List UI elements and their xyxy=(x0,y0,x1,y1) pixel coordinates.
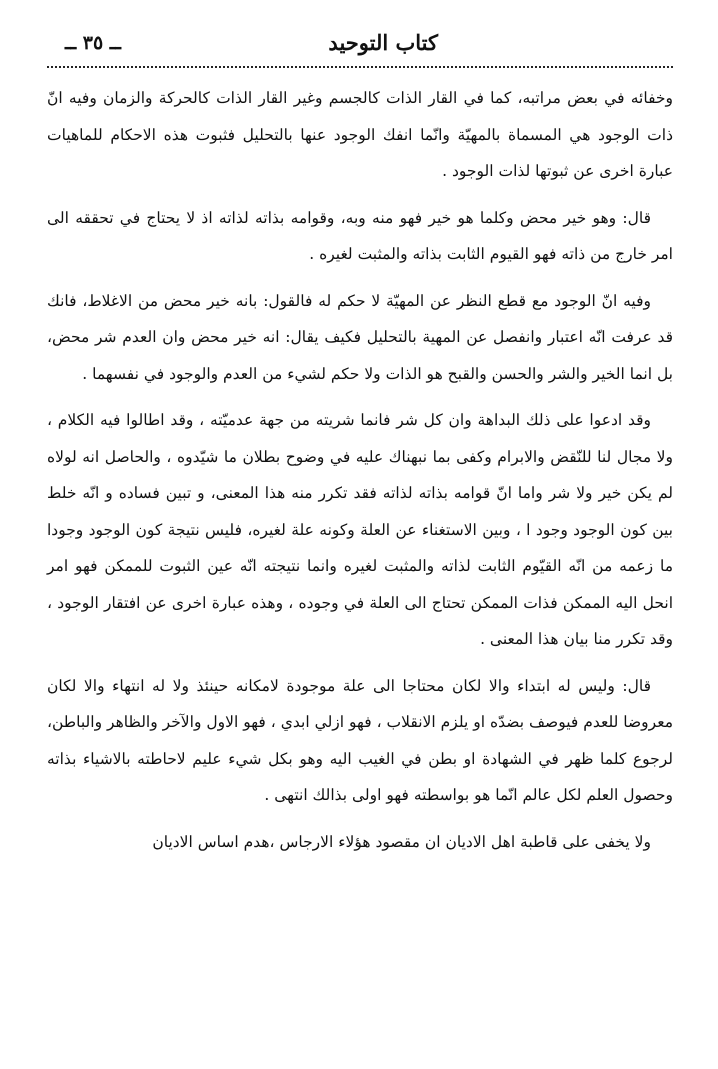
page-number: ــ ٣٥ ــ xyxy=(65,32,121,54)
paragraph: قال: وليس له ابتداء والا لكان محتاجا الى علة موجودة لامكانه حينئذ ولا له انتهاء والا لكان معروضا للعدم فيوصف بضدّه او يلزم الانقلاب ، فهو ازلي ابدي ، فهو الاول والآخر والظاهر والباطن، لرجوع كلما ظهر في الشهادة او بطن في الغيب اليه وهو بكل شيء عليم لاحاطته بالاشياء بذاته وحصول العلم لكل عالم انّما هو بواسطته فهو اولى بذالك انتهى . xyxy=(47,676,673,804)
header-divider xyxy=(47,66,673,68)
paragraph: قال: وهو خير محض وكلما هو خير فهو منه وبه، وقوامه بذاته لذاته اذ لا يحتاج في تحققه الى امر خارج من ذاته فهو القيوم الثابت بذاته والمثبت لغيره . xyxy=(47,208,673,263)
paragraph: ولا يخفى على قاطبة اهل الاديان ان مقصود هؤلاء الارجاس ،هدم اساس الاديان xyxy=(152,832,651,851)
paragraph: وخفائه في بعض مراتبه، كما في القار الذات كالجسم وغير القار الذات كالحركة والزمان وفيه انّ ذات الوجود هي المسماة بالمهيّة وانّما انفك الوجود عنها بالتحليل فثبوت هذه الاحكام للماهيات عبارة اخرى عن ثبوتها لذات الوجود . xyxy=(47,89,673,180)
text-body xyxy=(47,80,673,860)
paragraph: وقد ادعوا على ذلك البداهة وان كل شر فانما شريته من جهة عدميّته ، وقد اطالوا فيه الكلام ، ولا مجال لنا للنّقض والابرام وكفى بما نبهناك عليه في وضوح بطلان ما شيّدوه ، والحاصل انه لولاه لم يكن خير ولا شر واما انّ قوامه بذاته لذاته فقد تكرر منه هذا المعنى، و تبين فساده و انّه خلط بين كون الوجود وجود ا ، وبين الاستغناء عن العلة وكونه علة لغيره، فليس نتيجة كون الوجود وجودا ما زعمه من انّه القيّوم الثابت لذاته والمثبت لغيره وانما نتيجته انّه عين الثبوت للممكن فهو امر انحل اليه الممكن فذات الممكن تحتاج الى العلة في وجوده ، وهذه عبارة اخرى عن افتقار الوجود ، وقد تكرر منا بيان هذا المعنى . xyxy=(47,411,673,648)
paragraph: وفيه انّ الوجود مع قطع النظر عن المهيّة لا حكم له فالقول: بانه خير محض من الاغلاط، فانك قد عرفت انّه اعتبار وانفصل عن المهية بالتحليل فكيف يقال: انه خير محض وان العدم شر محض، بل انما الخير والشر والحسن والقبح هو الذات ولا حكم لشيء من العدم والوجود في نفسهما . xyxy=(47,291,673,383)
page-header xyxy=(47,26,673,66)
running-title: كتاب التوحيد xyxy=(328,30,438,55)
